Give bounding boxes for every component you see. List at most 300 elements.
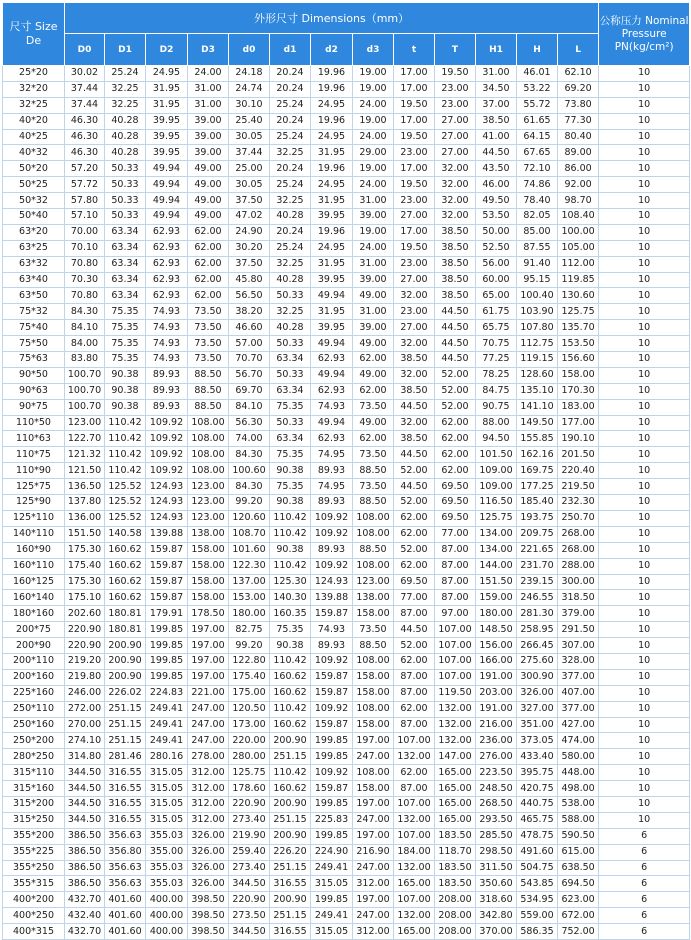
dimension-cell: 534.95 xyxy=(517,892,558,908)
dimension-cell: 84.10 xyxy=(229,399,270,415)
dimension-cell: 74.93 xyxy=(146,304,188,320)
dimension-cell: 99.20 xyxy=(229,638,270,654)
dimension-cell: 32.00 xyxy=(394,288,435,304)
table-row xyxy=(3,224,690,240)
dimension-cell: 220.90 xyxy=(65,638,105,654)
dimension-cell: 20.24 xyxy=(270,66,311,82)
dimension-cell: 208.00 xyxy=(435,924,476,940)
dimension-cell: 107.00 xyxy=(435,653,476,669)
dimension-cell: 108.00 xyxy=(188,463,229,479)
dimension-cell: 32.25 xyxy=(105,97,146,113)
dimension-cell: 140.58 xyxy=(105,526,146,542)
dimension-cell: 315.05 xyxy=(311,924,353,940)
dimension-cell: 62.00 xyxy=(188,288,229,304)
dimension-cell: 57.80 xyxy=(65,193,105,209)
dimension-cell: 153.00 xyxy=(229,590,270,606)
dimension-cell: 175.10 xyxy=(65,590,105,606)
dimension-cell: 62.00 xyxy=(188,240,229,256)
dimension-cell: 199.85 xyxy=(311,828,353,844)
dimension-cell: 427.00 xyxy=(558,717,599,733)
dimension-cell: 44.50 xyxy=(394,447,435,463)
pressure-cell: 10 xyxy=(599,479,690,495)
dimension-cell: 398.50 xyxy=(188,892,229,908)
table-row xyxy=(3,828,690,844)
dimension-cell: 216.00 xyxy=(476,717,517,733)
dimension-cell: 498.00 xyxy=(558,781,599,797)
column-header: H xyxy=(517,34,558,66)
dimension-cell: 119.15 xyxy=(517,352,558,368)
dimension-cell: 85.00 xyxy=(517,224,558,240)
dimension-cell: 49.00 xyxy=(353,288,394,304)
table-row xyxy=(3,908,690,924)
size-cell: 315*160 xyxy=(3,781,65,797)
dimension-cell: 344.50 xyxy=(229,924,270,940)
dimension-cell: 316.55 xyxy=(105,781,146,797)
dimension-cell: 107.00 xyxy=(435,669,476,685)
dimension-cell: 46.30 xyxy=(65,145,105,161)
dimension-cell: 38.50 xyxy=(394,383,435,399)
dimension-cell: 197.00 xyxy=(353,828,394,844)
dimension-cell: 23.00 xyxy=(394,304,435,320)
dimension-cell: 38.50 xyxy=(476,113,517,129)
dimension-cell: 316.55 xyxy=(270,876,311,892)
column-header: D2 xyxy=(146,34,188,66)
dimension-cell: 89.93 xyxy=(311,638,353,654)
table-row xyxy=(3,431,690,447)
pressure-cell: 6 xyxy=(599,828,690,844)
dimension-cell: 219.80 xyxy=(65,669,105,685)
dimension-cell: 130.60 xyxy=(558,288,599,304)
dimension-cell: 69.50 xyxy=(435,510,476,526)
dimension-cell: 73.50 xyxy=(188,320,229,336)
dimension-cell: 101.50 xyxy=(476,447,517,463)
table-row xyxy=(3,256,690,272)
pressure-cell: 10 xyxy=(599,606,690,622)
table-row xyxy=(3,669,690,685)
dimension-cell: 98.70 xyxy=(558,193,599,209)
table-row xyxy=(3,526,690,542)
dimension-cell: 236.00 xyxy=(476,733,517,749)
dimension-cell: 88.50 xyxy=(353,495,394,511)
dimension-cell: 351.00 xyxy=(517,717,558,733)
dimension-cell: 95.15 xyxy=(517,272,558,288)
dimension-cell: 49.94 xyxy=(146,209,188,225)
dimension-cell: 158.00 xyxy=(558,367,599,383)
dimension-cell: 65.00 xyxy=(476,288,517,304)
dimension-cell: 478.75 xyxy=(517,828,558,844)
dimension-cell: 75.35 xyxy=(105,336,146,352)
dimension-cell: 92.00 xyxy=(558,177,599,193)
dimension-cell: 208.00 xyxy=(435,908,476,924)
dimension-cell: 356.80 xyxy=(105,844,146,860)
dimension-cell: 280.00 xyxy=(229,749,270,765)
dimension-cell: 356.63 xyxy=(105,876,146,892)
dimension-cell: 49.00 xyxy=(353,367,394,383)
dimension-cell: 80.40 xyxy=(558,129,599,145)
dimension-cell: 89.93 xyxy=(146,399,188,415)
dimension-cell: 31.00 xyxy=(353,256,394,272)
dimension-cell: 39.00 xyxy=(188,145,229,161)
pressure-cell: 10 xyxy=(599,352,690,368)
pressure-cell: 10 xyxy=(599,383,690,399)
table-row xyxy=(3,638,690,654)
dimension-cell: 49.94 xyxy=(311,415,353,431)
dimension-cell: 25.24 xyxy=(105,66,146,82)
table-row xyxy=(3,606,690,622)
dimension-cell: 105.00 xyxy=(558,240,599,256)
pressure-cell: 10 xyxy=(599,288,690,304)
dimension-cell: 19.96 xyxy=(311,161,353,177)
dimension-cell: 56.00 xyxy=(476,256,517,272)
dimension-cell: 356.63 xyxy=(105,828,146,844)
dimension-cell: 140.30 xyxy=(270,590,311,606)
dimension-cell: 31.95 xyxy=(311,304,353,320)
dimension-cell: 29.00 xyxy=(353,145,394,161)
dimension-cell: 158.00 xyxy=(188,574,229,590)
column-header: d0 xyxy=(229,34,270,66)
table-row xyxy=(3,812,690,828)
dimension-cell: 155.85 xyxy=(517,431,558,447)
dimension-cell: 62.00 xyxy=(394,526,435,542)
dimension-cell: 112.00 xyxy=(558,256,599,272)
dimension-cell: 24.00 xyxy=(353,240,394,256)
pressure-cell: 10 xyxy=(599,590,690,606)
dimension-cell: 247.00 xyxy=(353,812,394,828)
dimension-cell: 440.75 xyxy=(517,796,558,812)
pressure-cell: 6 xyxy=(599,892,690,908)
dimension-cell: 23.00 xyxy=(394,193,435,209)
dimension-cell: 432.40 xyxy=(65,908,105,924)
dimension-cell: 221.65 xyxy=(517,542,558,558)
dimension-cell: 23.00 xyxy=(394,145,435,161)
dimension-cell: 87.00 xyxy=(394,717,435,733)
dimension-cell: 73.50 xyxy=(353,399,394,415)
dimension-cell: 19.00 xyxy=(353,161,394,177)
dimension-cell: 178.60 xyxy=(229,781,270,797)
dimension-cell: 110.42 xyxy=(105,463,146,479)
dimension-cell: 132.00 xyxy=(435,733,476,749)
dimension-cell: 109.92 xyxy=(146,463,188,479)
dimension-cell: 247.00 xyxy=(353,860,394,876)
dimension-cell: 84.75 xyxy=(476,383,517,399)
dimension-cell: 19.50 xyxy=(394,129,435,145)
dimension-cell: 55.72 xyxy=(517,97,558,113)
pressure-cell: 10 xyxy=(599,320,690,336)
dimension-cell: 272.00 xyxy=(65,701,105,717)
table-row xyxy=(3,193,690,209)
dimension-cell: 232.30 xyxy=(558,495,599,511)
dimension-cell: 100.60 xyxy=(229,463,270,479)
dimension-cell: 103.90 xyxy=(517,304,558,320)
dimension-cell: 39.95 xyxy=(311,272,353,288)
dimensions-table xyxy=(2,2,690,940)
dimension-cell: 78.25 xyxy=(476,367,517,383)
dimension-cell: 73.50 xyxy=(188,336,229,352)
dimension-cell: 344.50 xyxy=(65,796,105,812)
dimension-cell: 199.85 xyxy=(146,638,188,654)
dimension-cell: 88.50 xyxy=(353,638,394,654)
dimension-cell: 97.00 xyxy=(435,606,476,622)
size-cell: 315*250 xyxy=(3,812,65,828)
size-cell: 315*200 xyxy=(3,796,65,812)
column-header: d2 xyxy=(311,34,353,66)
dimension-cell: 50.33 xyxy=(270,415,311,431)
dimension-cell: 88.50 xyxy=(188,367,229,383)
pressure-cell: 10 xyxy=(599,161,690,177)
table-row xyxy=(3,383,690,399)
pressure-cell: 10 xyxy=(599,129,690,145)
dimension-cell: 224.83 xyxy=(146,685,188,701)
dimension-cell: 32.25 xyxy=(105,81,146,97)
dimension-cell: 53.22 xyxy=(517,81,558,97)
dimension-cell: 88.00 xyxy=(476,415,517,431)
dimension-cell: 52.00 xyxy=(394,463,435,479)
dimension-cell: 40.28 xyxy=(270,320,311,336)
dimension-cell: 110.42 xyxy=(105,431,146,447)
dimension-cell: 107.00 xyxy=(435,622,476,638)
dimension-cell: 386.50 xyxy=(65,876,105,892)
dimension-cell: 119.85 xyxy=(558,272,599,288)
dimension-cell: 62.00 xyxy=(353,431,394,447)
dimension-cell: 355.03 xyxy=(146,860,188,876)
dimension-cell: 122.30 xyxy=(229,558,270,574)
dimension-cell: 73.50 xyxy=(188,304,229,320)
dimension-cell: 191.00 xyxy=(476,669,517,685)
dimension-cell: 100.70 xyxy=(65,367,105,383)
pressure-cell: 10 xyxy=(599,209,690,225)
dimension-cell: 112.75 xyxy=(517,336,558,352)
size-cell: 63*40 xyxy=(3,272,65,288)
dimension-cell: 17.00 xyxy=(394,224,435,240)
dimension-cell: 62.93 xyxy=(146,288,188,304)
dimension-cell: 109.92 xyxy=(311,765,353,781)
table-row xyxy=(3,304,690,320)
dimension-cell: 84.30 xyxy=(229,447,270,463)
dimension-cell: 504.75 xyxy=(517,860,558,876)
pressure-cell: 10 xyxy=(599,781,690,797)
size-cell: 250*160 xyxy=(3,717,65,733)
dimension-cell: 37.44 xyxy=(229,145,270,161)
dimension-cell: 119.50 xyxy=(435,685,476,701)
dimension-cell: 158.00 xyxy=(353,669,394,685)
dimension-cell: 122.70 xyxy=(65,431,105,447)
dimension-cell: 132.00 xyxy=(394,812,435,828)
dimension-cell: 38.20 xyxy=(229,304,270,320)
table-row xyxy=(3,177,690,193)
dimension-cell: 24.00 xyxy=(353,129,394,145)
dimension-cell: 138.00 xyxy=(353,590,394,606)
dimension-cell: 90.38 xyxy=(105,367,146,383)
pressure-cell: 10 xyxy=(599,66,690,82)
dimension-cell: 191.00 xyxy=(476,701,517,717)
dimension-cell: 200.90 xyxy=(270,892,311,908)
pressure-cell: 10 xyxy=(599,685,690,701)
dimension-cell: 160.62 xyxy=(105,542,146,558)
dimension-cell: 125.30 xyxy=(270,574,311,590)
dimension-cell: 623.00 xyxy=(558,892,599,908)
dimension-cell: 31.95 xyxy=(311,193,353,209)
dimension-cell: 298.50 xyxy=(476,844,517,860)
dimension-cell: 74.86 xyxy=(517,177,558,193)
dimension-cell: 32.00 xyxy=(394,367,435,383)
dimension-cell: 398.50 xyxy=(188,908,229,924)
dimension-cell: 108.00 xyxy=(353,526,394,542)
dimension-cell: 247.00 xyxy=(353,908,394,924)
dimension-cell: 25.40 xyxy=(229,113,270,129)
dimension-cell: 344.50 xyxy=(65,781,105,797)
dimension-cell: 420.75 xyxy=(517,781,558,797)
pressure-cell: 10 xyxy=(599,97,690,113)
dimension-cell: 65.75 xyxy=(476,320,517,336)
dimension-cell: 62.93 xyxy=(146,272,188,288)
dimension-cell: 312.00 xyxy=(353,876,394,892)
pressure-cell: 10 xyxy=(599,510,690,526)
dimension-cell: 156.60 xyxy=(558,352,599,368)
dimension-cell: 38.50 xyxy=(435,272,476,288)
dimension-cell: 84.30 xyxy=(65,304,105,320)
dimension-cell: 158.00 xyxy=(353,781,394,797)
table-row xyxy=(3,97,690,113)
pressure-cell: 10 xyxy=(599,669,690,685)
dimension-cell: 159.87 xyxy=(146,558,188,574)
dimension-cell: 183.50 xyxy=(435,876,476,892)
dimension-cell: 24.74 xyxy=(229,81,270,97)
dimension-cell: 90.75 xyxy=(476,399,517,415)
size-cell: 355*200 xyxy=(3,828,65,844)
dimension-cell: 107.00 xyxy=(435,638,476,654)
dimension-cell: 199.85 xyxy=(311,892,353,908)
pressure-cell: 10 xyxy=(599,796,690,812)
dimension-cell: 326.00 xyxy=(188,828,229,844)
size-cell: 280*250 xyxy=(3,749,65,765)
dimension-cell: 84.00 xyxy=(65,336,105,352)
dimension-cell: 208.00 xyxy=(435,892,476,908)
dimension-cell: 108.00 xyxy=(188,431,229,447)
dimension-cell: 160.62 xyxy=(270,685,311,701)
dimension-cell: 169.75 xyxy=(517,463,558,479)
dimension-cell: 27.00 xyxy=(435,113,476,129)
dimension-cell: 275.60 xyxy=(517,653,558,669)
dimension-cell: 39.00 xyxy=(353,272,394,288)
dimension-cell: 159.87 xyxy=(311,685,353,701)
column-header: D0 xyxy=(65,34,105,66)
size-cell: 200*75 xyxy=(3,622,65,638)
dimension-cell: 123.00 xyxy=(188,510,229,526)
dimension-cell: 147.00 xyxy=(435,749,476,765)
size-cell: 180*160 xyxy=(3,606,65,622)
dimension-cell: 62.00 xyxy=(188,272,229,288)
dimension-cell: 281.46 xyxy=(105,749,146,765)
dimension-cell: 24.00 xyxy=(188,66,229,82)
dimension-cell: 32.25 xyxy=(270,145,311,161)
dimension-cell: 120.50 xyxy=(229,701,270,717)
table-row xyxy=(3,336,690,352)
table-row xyxy=(3,240,690,256)
dimension-cell: 386.50 xyxy=(65,844,105,860)
table-row xyxy=(3,590,690,606)
dimension-cell: 86.00 xyxy=(558,161,599,177)
pressure-cell: 10 xyxy=(599,193,690,209)
size-cell: 160*140 xyxy=(3,590,65,606)
dimension-cell: 180.81 xyxy=(105,622,146,638)
dimension-cell: 202.60 xyxy=(65,606,105,622)
dimension-cell: 37.50 xyxy=(229,193,270,209)
dimension-cell: 151.50 xyxy=(65,526,105,542)
dimension-cell: 46.60 xyxy=(229,320,270,336)
table-row xyxy=(3,320,690,336)
dimension-cell: 89.93 xyxy=(311,463,353,479)
dimension-cell: 350.60 xyxy=(476,876,517,892)
dimension-cell: 30.02 xyxy=(65,66,105,82)
dimension-cell: 108.70 xyxy=(229,526,270,542)
size-cell: 50*25 xyxy=(3,177,65,193)
dimension-cell: 37.00 xyxy=(476,97,517,113)
dimension-cell: 110.42 xyxy=(270,701,311,717)
dimension-cell: 39.00 xyxy=(353,320,394,336)
table-row xyxy=(3,574,690,590)
dimension-cell: 224.90 xyxy=(311,844,353,860)
dimension-cell: 56.50 xyxy=(229,288,270,304)
dimension-cell: 88.50 xyxy=(353,542,394,558)
dimension-cell: 87.00 xyxy=(435,574,476,590)
dimension-cell: 108.00 xyxy=(353,653,394,669)
dimension-cell: 199.85 xyxy=(146,653,188,669)
table-row xyxy=(3,860,690,876)
dimension-cell: 134.00 xyxy=(476,542,517,558)
dimension-cell: 31.00 xyxy=(353,193,394,209)
dimension-cell: 37.44 xyxy=(65,97,105,113)
table-row xyxy=(3,161,690,177)
pressure-cell: 10 xyxy=(599,415,690,431)
dimension-cell: 124.93 xyxy=(146,479,188,495)
dimension-cell: 46.01 xyxy=(517,66,558,82)
dimension-cell: 31.00 xyxy=(188,97,229,113)
dimension-cell: 326.00 xyxy=(188,876,229,892)
dimension-cell: 32.00 xyxy=(435,209,476,225)
dimension-cell: 90.38 xyxy=(270,463,311,479)
dimension-cell: 144.00 xyxy=(476,558,517,574)
dimension-cell: 158.00 xyxy=(188,558,229,574)
dimension-cell: 173.00 xyxy=(229,717,270,733)
dimension-cell: 401.60 xyxy=(105,908,146,924)
dimension-cell: 24.18 xyxy=(229,66,270,82)
dimension-cell: 87.00 xyxy=(435,590,476,606)
dimension-cell: 64.15 xyxy=(517,129,558,145)
dimension-cell: 90.38 xyxy=(270,542,311,558)
size-cell: 32*20 xyxy=(3,81,65,97)
dimension-cell: 185.40 xyxy=(517,495,558,511)
dimension-cell: 74.95 xyxy=(311,479,353,495)
dimension-cell: 100.00 xyxy=(558,224,599,240)
dimension-cell: 70.75 xyxy=(476,336,517,352)
dimension-cell: 107.80 xyxy=(517,320,558,336)
dimension-cell: 135.70 xyxy=(558,320,599,336)
dimension-cell: 56.30 xyxy=(229,415,270,431)
dimension-cell: 249.41 xyxy=(311,908,353,924)
dimension-cell: 77.00 xyxy=(394,590,435,606)
dimension-cell: 39.95 xyxy=(311,209,353,225)
dimension-cell: 356.63 xyxy=(105,860,146,876)
dimension-cell: 344.50 xyxy=(229,876,270,892)
dimension-cell: 49.50 xyxy=(476,193,517,209)
dimension-cell: 307.00 xyxy=(558,638,599,654)
dimension-cell: 38.50 xyxy=(435,288,476,304)
dimension-cell: 327.00 xyxy=(517,701,558,717)
dimension-cell: 120.60 xyxy=(229,510,270,526)
dimension-cell: 63.34 xyxy=(270,431,311,447)
table-body xyxy=(3,66,690,940)
dimension-cell: 62.00 xyxy=(394,510,435,526)
